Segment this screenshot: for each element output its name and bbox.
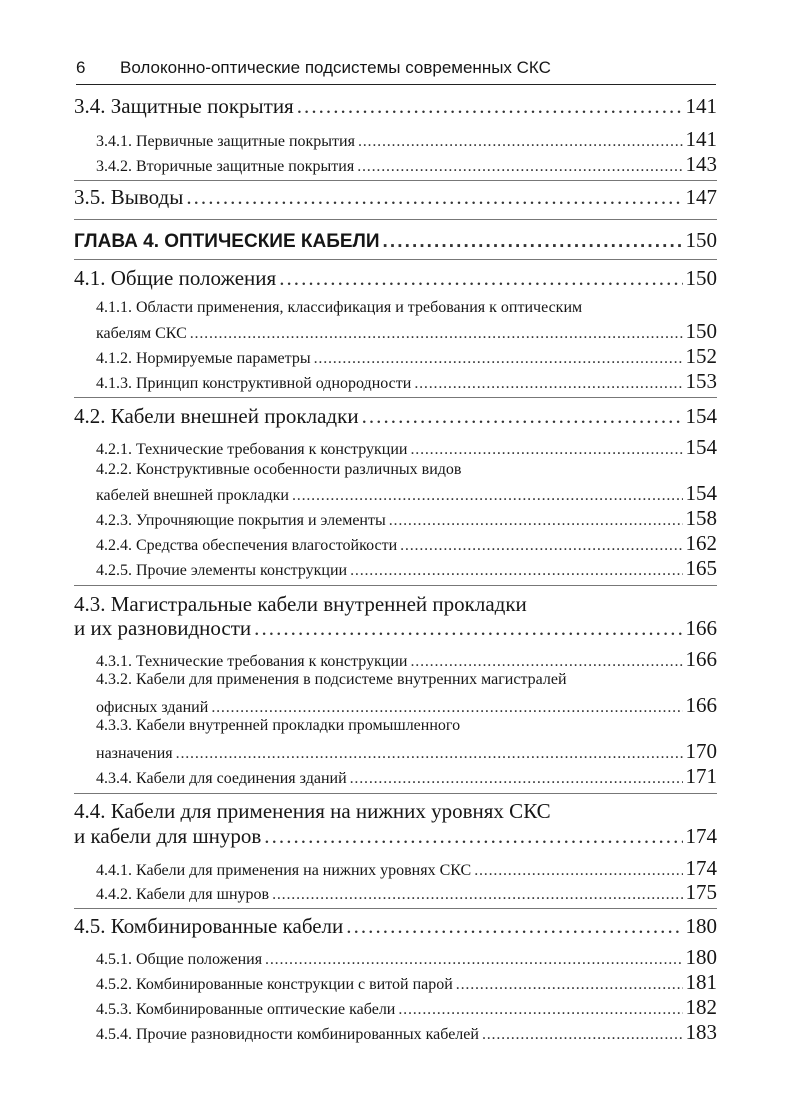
toc-entry-page: 154 bbox=[685, 404, 717, 428]
toc-entry-4-2 bbox=[74, 404, 717, 429]
toc-entry-4-2-5 bbox=[96, 556, 717, 581]
toc-entry-page: 147 bbox=[685, 185, 717, 209]
section-divider bbox=[74, 219, 717, 220]
toc-entry-title: 4.5.3. Комбинированные оптические кабели bbox=[96, 1001, 396, 1018]
toc-entry-title: назначения bbox=[96, 745, 173, 762]
toc-entry-page: 181 bbox=[685, 970, 717, 994]
leader-dots bbox=[279, 266, 682, 291]
toc-entry-page: 175 bbox=[685, 880, 717, 904]
toc-entry-title: 4.5.4. Прочие разновидности комбинированных кабелей bbox=[96, 1026, 479, 1043]
toc-entry-page: 153 bbox=[685, 369, 717, 393]
leader-dots bbox=[254, 616, 682, 641]
leader-dots bbox=[297, 94, 683, 119]
leader-dots bbox=[474, 862, 682, 880]
leader-dots bbox=[410, 653, 682, 671]
toc-entry-title: 4.2.5. Прочие элементы конструкции bbox=[96, 562, 348, 579]
toc-entry-4-3-line1: 4.3. Магистральные кабели внутренней прокладки bbox=[74, 592, 527, 616]
toc-entry-4-1-2 bbox=[96, 344, 717, 369]
section-divider bbox=[74, 585, 717, 586]
leader-dots bbox=[292, 487, 683, 505]
leader-dots bbox=[314, 350, 683, 368]
toc-chapter-title: ГЛАВА 4. ОПТИЧЕСКИЕ КАБЕЛИ bbox=[74, 231, 380, 252]
toc-entry-4-2-1 bbox=[96, 435, 717, 460]
running-header bbox=[76, 56, 716, 85]
leader-dots bbox=[383, 231, 683, 253]
toc-entry-3-4 bbox=[74, 94, 717, 119]
toc-entry-4-4-line1: 4.4. Кабели для применения на нижних уровнях СКС bbox=[74, 799, 551, 823]
toc-entry-3-4-1 bbox=[96, 127, 717, 152]
toc-entry-3-4-2 bbox=[96, 152, 717, 177]
toc-entry-page: 166 bbox=[685, 693, 717, 717]
toc-entry-4-3-2 bbox=[96, 693, 717, 718]
toc-entry-title: 4.2.1. Технические требования к конструкции bbox=[96, 441, 408, 458]
toc-entry-page: 152 bbox=[685, 344, 717, 368]
section-divider bbox=[74, 259, 717, 260]
section-divider bbox=[74, 908, 717, 909]
leader-dots bbox=[400, 537, 682, 555]
toc-entry-title: офисных зданий bbox=[96, 699, 209, 716]
toc-entry-title: 4.3.4. Кабели для соединения зданий bbox=[96, 770, 347, 787]
toc-entry-4-5-4 bbox=[96, 1020, 717, 1045]
toc-entry-title: 4.3.1. Технические требования к конструкции bbox=[96, 653, 408, 670]
toc-entry-title: 4.2. Кабели внешней прокладки bbox=[74, 404, 359, 428]
toc-entry-4-3-3-line1: 4.3.3. Кабели внутренней прокладки промышленного bbox=[96, 717, 461, 734]
toc-entry-4-5-3 bbox=[96, 995, 717, 1020]
toc-entry-page: 183 bbox=[685, 1020, 717, 1044]
toc-entry-4-2-2 bbox=[96, 481, 717, 506]
toc-entry-page: 166 bbox=[685, 647, 717, 671]
toc-entry-title: 4.5.1. Общие положения bbox=[96, 951, 263, 968]
toc-entry-4-4-1 bbox=[96, 856, 717, 881]
toc-entry-4-3-1 bbox=[96, 647, 717, 672]
toc-entry-page: 141 bbox=[685, 94, 717, 118]
running-title: Волоконно-оптические подсистемы современных СКС bbox=[120, 58, 551, 77]
leader-dots bbox=[398, 1001, 682, 1019]
toc-entry-page: 143 bbox=[685, 152, 717, 176]
toc-chapter-4 bbox=[74, 228, 717, 253]
toc-entry-title: 4.5.2. Комбинированные конструкции с витой парой bbox=[96, 976, 453, 993]
leader-dots bbox=[357, 158, 682, 176]
toc-entry-4-3-4 bbox=[96, 764, 717, 789]
leader-dots bbox=[389, 512, 683, 530]
section-divider bbox=[74, 397, 717, 398]
toc-entry-page: 171 bbox=[685, 764, 717, 788]
toc-entry-title: 3.4.2. Вторичные защитные покрытия bbox=[96, 158, 355, 175]
toc-entry-page: 150 bbox=[685, 319, 717, 343]
leader-dots bbox=[265, 951, 682, 969]
leader-dots bbox=[456, 976, 683, 994]
toc-entry-4-2-4 bbox=[96, 531, 717, 556]
leader-dots bbox=[264, 824, 682, 849]
toc-entry-4-2-3 bbox=[96, 506, 717, 531]
leader-dots bbox=[176, 745, 683, 763]
toc-entry-4-1-1-line1: 4.1.1. Области применения, классификация и требования к оптическим bbox=[96, 299, 583, 316]
section-divider bbox=[74, 793, 717, 794]
toc-entry-4-5 bbox=[74, 914, 717, 939]
leader-dots bbox=[350, 770, 683, 788]
toc-entry-title: 4.5. Комбинированные кабели bbox=[74, 914, 344, 938]
toc-entry-page: 182 bbox=[685, 995, 717, 1019]
toc-entry-title: 4.1.3. Принцип конструктивной однородности bbox=[96, 375, 412, 392]
leader-dots bbox=[414, 375, 682, 393]
toc-entry-title: 4.1. Общие положения bbox=[74, 266, 277, 290]
toc-entry-4-5-1 bbox=[96, 945, 717, 970]
toc-entry-title: кабелям СКС bbox=[96, 325, 187, 342]
toc-entry-4-3 bbox=[74, 616, 717, 641]
toc-entry-4-5-2 bbox=[96, 970, 717, 995]
leader-dots bbox=[482, 1026, 683, 1044]
leader-dots bbox=[346, 914, 682, 939]
toc-entry-title: 4.2.4. Средства обеспечения влагостойкости bbox=[96, 537, 398, 554]
leader-dots bbox=[350, 562, 682, 580]
page-number: 6 bbox=[76, 58, 86, 77]
toc-entry-page: 165 bbox=[685, 556, 717, 580]
leader-dots bbox=[358, 133, 683, 151]
leader-dots bbox=[190, 325, 683, 343]
toc-entry-4-4-2 bbox=[96, 880, 717, 905]
toc-entry-page: 141 bbox=[685, 127, 717, 151]
toc-entry-page: 170 bbox=[685, 739, 717, 763]
toc-entry-4-2-2-line1: 4.2.2. Конструктивные особенности различных видов bbox=[96, 461, 462, 478]
section-divider bbox=[74, 180, 717, 181]
toc-entry-page: 180 bbox=[685, 914, 717, 938]
toc-entry-page: 150 bbox=[685, 266, 717, 290]
toc-entry-4-1 bbox=[74, 266, 717, 291]
toc-entry-title: и их разновидности bbox=[74, 616, 252, 640]
toc-entry-page: 158 bbox=[685, 506, 717, 530]
leader-dots bbox=[211, 699, 682, 717]
toc-entry-title: 4.4.2. Кабели для шнуров bbox=[96, 886, 270, 903]
toc-entry-title: 3.4.1. Первичные защитные покрытия bbox=[96, 133, 355, 150]
toc-entry-page: 174 bbox=[685, 856, 717, 880]
toc-entry-title: 4.2.3. Упрочняющие покрытия и элементы bbox=[96, 512, 386, 529]
toc-entry-page: 154 bbox=[685, 481, 717, 505]
toc-entry-page: 174 bbox=[685, 824, 717, 848]
toc-entry-page: 150 bbox=[685, 228, 717, 252]
toc-entry-page: 180 bbox=[685, 945, 717, 969]
leader-dots bbox=[410, 441, 682, 459]
toc-entry-4-1-3 bbox=[96, 369, 717, 394]
toc-entry-page: 154 bbox=[685, 435, 717, 459]
toc-entry-4-3-2-line1: 4.3.2. Кабели для применения в подсистеме внутренних магистралей bbox=[96, 671, 567, 688]
toc-entry-4-4 bbox=[74, 824, 717, 849]
leader-dots bbox=[186, 185, 682, 210]
toc-entry-title: 3.4. Защитные покрытия bbox=[74, 94, 294, 118]
toc-entry-page: 162 bbox=[685, 531, 717, 555]
toc-entry-4-1-1 bbox=[96, 319, 717, 344]
toc-entry-title: 4.4.1. Кабели для применения на нижних уровнях СКС bbox=[96, 862, 472, 879]
toc-entry-title: и кабели для шнуров bbox=[74, 824, 262, 848]
toc-entry-title: 4.1.2. Нормируемые параметры bbox=[96, 350, 311, 367]
toc-entry-title: 3.5. Выводы bbox=[74, 185, 184, 209]
leader-dots bbox=[272, 886, 682, 904]
toc-entry-4-3-3 bbox=[96, 739, 717, 764]
toc-entry-3-5 bbox=[74, 185, 717, 210]
leader-dots bbox=[362, 404, 683, 429]
toc-entry-page: 166 bbox=[685, 616, 717, 640]
toc-entry-title: кабелей внешней прокладки bbox=[96, 487, 289, 504]
